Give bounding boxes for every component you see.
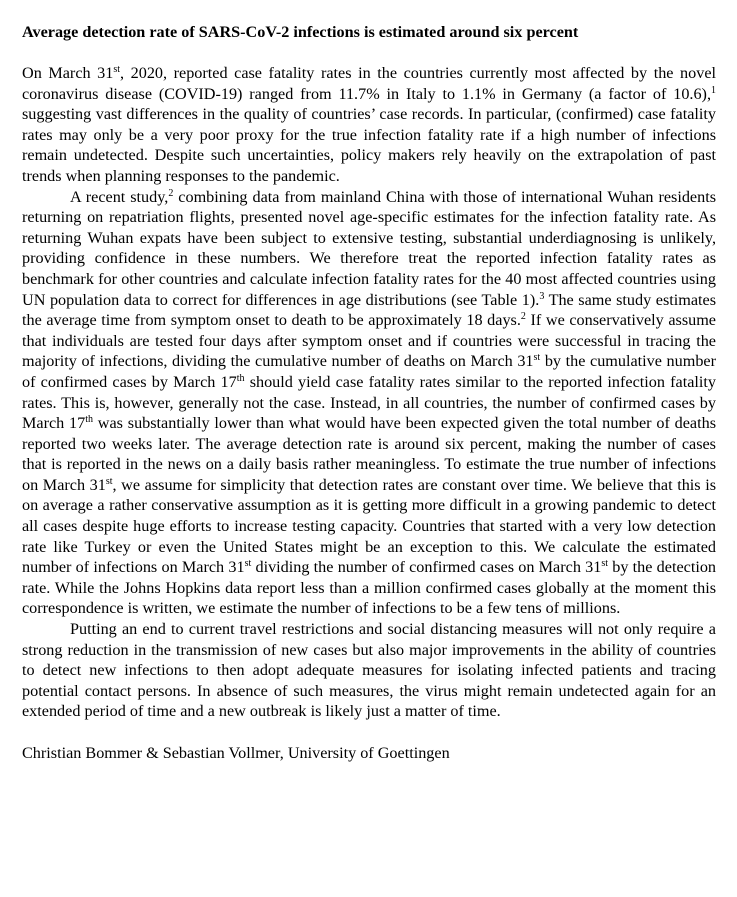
paragraph-1 xyxy=(22,63,716,187)
paragraph-2 xyxy=(22,187,716,619)
text-run: should yield case fatality rates similar to the reported infection fatality rates. This is, however, generally not the case. Instead, in all countries, the number of confirmed cases by March 17 xyxy=(22,372,716,433)
text-run: The same study estimates the average time from symptom onset to death to be approximately 18 days. xyxy=(22,290,716,330)
text-run: was substantially lower than what would have been expected given the total number of deaths reported two weeks later. The average detection rate is around six percent, making the number of cases that is reported in the news on a daily basis rather meaningless. To estimate the true number of infections on March 31 xyxy=(22,414,716,494)
text-run: , we assume for simplicity that detection rates are constant over time. We believe that this is on average a rather conservative assumption as it is getting more difficult in a growing pandemic to detect all cases despite huge efforts to increase testing capacity. Countries that started with a very low detection rate like Turkey or even the United States might be an exception to this. We calculate the estimated number of infections on March 31 xyxy=(22,475,716,577)
text-run: by the cumulative number of confirmed cases by March 17 xyxy=(22,352,716,391)
text-run: combining data from mainland China with those of international Wuhan residents returning on repatriation flights, presented novel age-specific estimates for the infection fatality rate. As returning Wuhan expats have been subject to extensive testing, substantial underdiagnosing is unlikely, providing confidence in these numbers. We therefore treat the reported infection fatality rates as benchmark for other countries and calculate infection fatality rates for the 40 most affected countries using UN population data to correct for differences in age distributions (see Table 1). xyxy=(22,187,717,309)
footnote-reference: 3 xyxy=(539,290,545,302)
footnote-reference: 2 xyxy=(168,187,174,199)
footnote-reference: 2 xyxy=(520,311,526,323)
text-run: suggesting vast differences in the quality of countries’ case records. In particular, (confirmed) case fatality rates may only be a very poor proxy for the true infection fatality rate if a high number of infections remain undetected. Despite such uncertainties, policy makers rely heavily on the extrapolation of past trends when planning responses to the pandemic. xyxy=(22,105,716,185)
text-run: Putting an end to current travel restrictions and social distancing measures will not only require a strong reduction in the transmission of new cases but also major improvements in the ability of countries to detect new infections to then adopt adequate measures for isolating infected patients and tracing potential contact persons. In absence of such measures, the virus might remain undetected again for an extended period of time and a new outbreak is likely just a matter of time. xyxy=(22,620,716,721)
ordinal-suffix: st xyxy=(244,558,252,570)
document-body xyxy=(22,63,716,722)
ordinal-suffix: th xyxy=(85,414,94,426)
text-run: If we conservatively assume that individuals are tested four days after symptom onset and if countries were successful in tracing the majority of infections, dividing the cumulative number of deaths on March 31 xyxy=(22,311,716,371)
author-line: Christian Bommer & Sebastian Vollmer, University of Goettingen xyxy=(22,743,450,762)
footnote-reference: 1 xyxy=(711,84,716,96)
ordinal-suffix: st xyxy=(105,475,113,487)
text-run: A recent study, xyxy=(70,187,169,206)
text-run: by the detection rate. While the Johns Hopkins data report less than a million confirmed cases globally at the moment this correspondence is written, we estimate the number of infections to be a few tens of millions. xyxy=(22,558,717,618)
document-title: Average detection rate of SARS-CoV-2 infections is estimated around six percent xyxy=(22,23,579,41)
document-page xyxy=(22,22,716,763)
text-run: On March 31 xyxy=(22,64,114,82)
ordinal-suffix: st xyxy=(533,352,541,364)
text-run: , 2020, reported case fatality rates in the countries currently most affected by the novel coronavirus disease (COVID-19) ranged from 11.7% in Italy to 1.1% in Germany (a factor of 10.6), xyxy=(22,64,716,103)
ordinal-suffix: st xyxy=(113,64,121,75)
ordinal-suffix: st xyxy=(601,558,609,570)
ordinal-suffix: th xyxy=(236,372,245,384)
paragraph-3 xyxy=(22,619,716,722)
text-run: dividing the number of confirmed cases on March 31 xyxy=(251,558,602,577)
